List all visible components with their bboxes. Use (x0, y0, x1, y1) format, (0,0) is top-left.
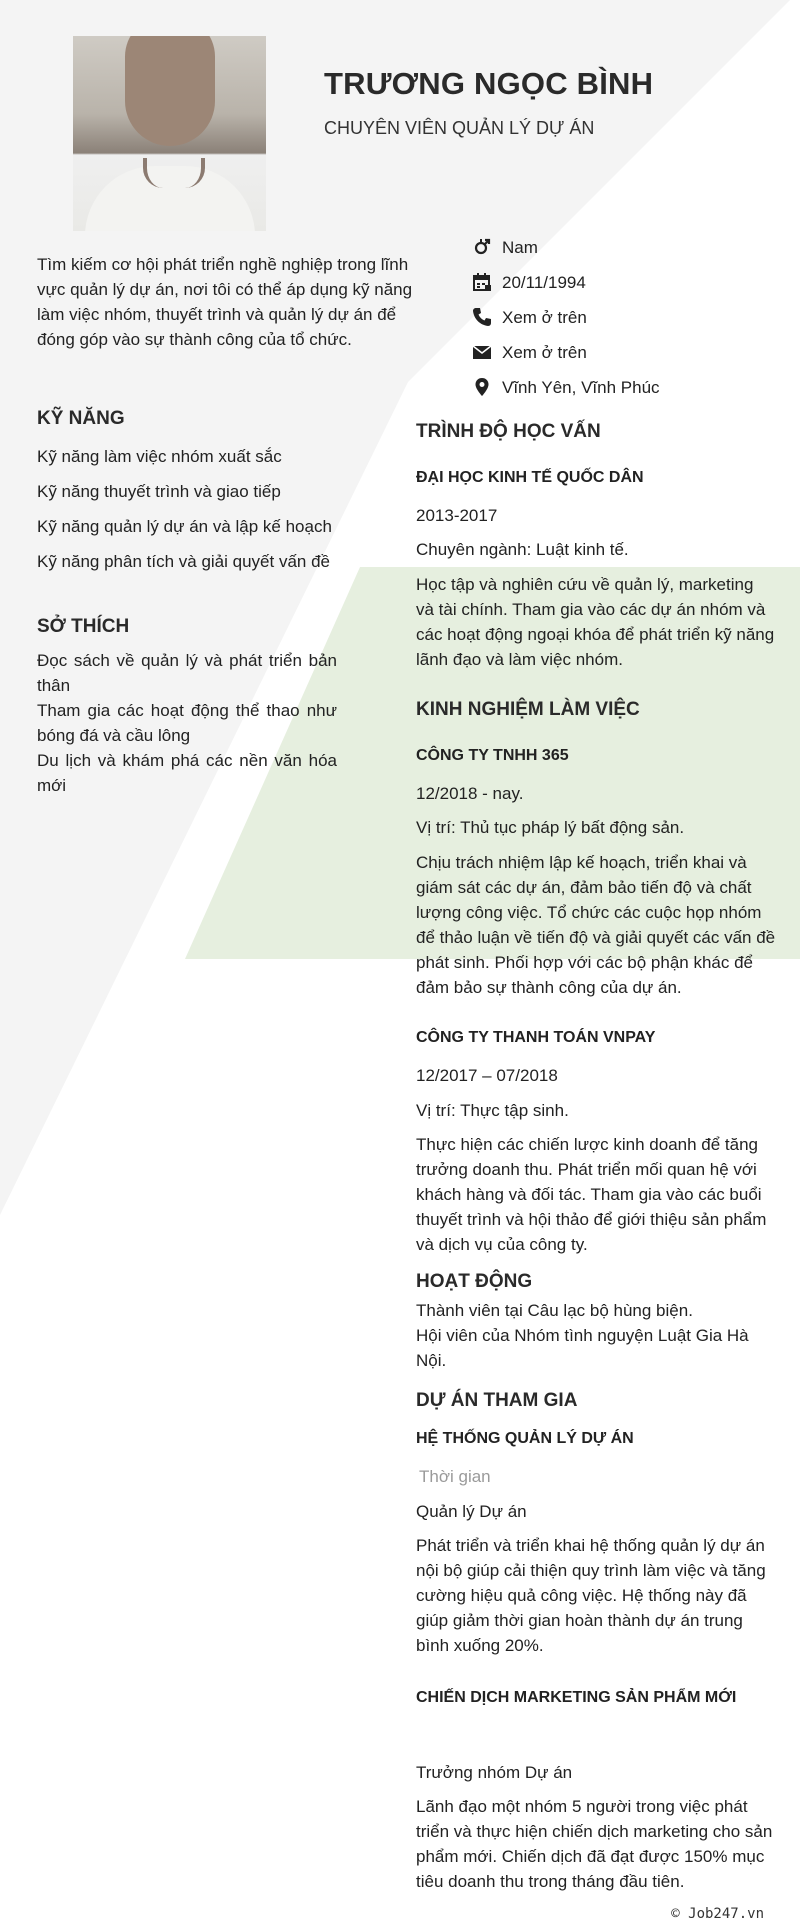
skill-item: Kỹ năng làm việc nhóm xuất sắc (37, 447, 282, 466)
hobbies-heading: SỞ THÍCH (37, 616, 130, 637)
contact-gender: Nam (472, 230, 792, 265)
activity-item: Thành viên tại Câu lạc bộ hùng biện. (416, 1301, 693, 1320)
job-position: Vị trí: Thực tập sinh. (416, 1101, 569, 1120)
phone-icon (472, 307, 494, 329)
job-period: 12/2018 - nay. (416, 784, 524, 803)
career-objective: Tìm kiếm cơ hội phát triển nghề nghiệp trong lĩnh vực quản lý dự án, nơi tôi có thể áp dụng kỹ năng làm việc nhóm, thuyết trình và quản lý dự án để đóng góp vào sự thành công của tổ chức. (37, 255, 413, 349)
job-description: Chịu trách nhiệm lập kế hoạch, triển khai và giám sát các dự án, đảm bảo tiến độ và chất lượng công việc. Tổ chức các cuộc họp nhóm để thảo luận về tiến độ và giải quyết các vấn đề phát sinh. Phối hợp với các bộ phận khác để đảm bảo sự thành công của dự án. (416, 853, 776, 997)
project-name: HỆ THỐNG QUẢN LÝ DỰ ÁN (416, 1430, 634, 1447)
education-heading: TRÌNH ĐỘ HỌC VẤN (416, 421, 601, 442)
project-role: Quản lý Dự án (416, 1502, 527, 1521)
project-name: CHIẾN DỊCH MARKETING SẢN PHẨM MỚI (416, 1689, 737, 1706)
full-name: TRƯƠNG NGỌC BÌNH (324, 66, 654, 101)
hobbies-section (37, 616, 337, 798)
job-company: CÔNG TY THANH TOÁN VNPAY (416, 1029, 656, 1046)
skill-item: Kỹ năng phân tích và giải quyết vấn đề (37, 552, 330, 571)
education-major: Chuyên ngành: Luật kinh tế. (416, 540, 629, 559)
profile-photo (73, 36, 266, 231)
activity-item: Hội viên của Nhóm tình nguyện Luật Gia Hà Nội. (416, 1326, 749, 1370)
job-description: Thực hiện các chiến lược kinh doanh để tăng trưởng doanh thu. Phát triển mối quan hệ với khách hàng và đối tác. Tham gia vào các buổi thuyết trình và hội thảo để giới thiệu sản phẩm và dịch vụ của công ty. (416, 1135, 767, 1254)
project-time: Thời gian (419, 1467, 491, 1486)
hobby-item: Tham gia các hoạt động thể thao như bóng đá và cầu lông (37, 701, 337, 745)
job-period: 12/2017 – 07/2018 (416, 1066, 558, 1085)
skills-heading: KỸ NĂNG (37, 408, 125, 429)
activities-heading: HOẠT ĐỘNG (416, 1271, 533, 1292)
education-description: Học tập và nghiên cứu về quản lý, marketing và tài chính. Tham gia vào các dự án nhóm và các hoạt động ngoại khóa để phát triển kỹ năng lãnh đạo và làm việc nhóm. (416, 575, 775, 669)
project-role: Trưởng nhóm Dự án (416, 1763, 573, 1782)
project-description: Phát triển và triển khai hệ thống quản lý dự án nội bộ giúp cải thiện quy trình làm việc và tăng cường hiệu quả công việc. Hệ thống này đã giúp giảm thời gian hoàn thành dự án trung bình xuống 20%. (416, 1536, 766, 1655)
envelope-icon (472, 342, 494, 364)
gender-icon (472, 237, 494, 259)
hobby-item: Đọc sách về quản lý và phát triển bản thân (37, 651, 337, 695)
hobby-item: Du lịch và khám phá các nền văn hóa mới (37, 751, 337, 795)
education-school: ĐẠI HỌC KINH TẾ QUỐC DÂN (416, 469, 644, 486)
projects-heading: DỰ ÁN THAM GIA (416, 1390, 578, 1411)
contact-list (472, 230, 792, 405)
contact-phone: Xem ở trên (472, 300, 792, 335)
skill-item: Kỹ năng quản lý dự án và lập kế hoạch (37, 517, 332, 536)
contact-birthday: 20/11/1994 (472, 265, 792, 300)
calendar-icon (472, 272, 494, 294)
education-period: 2013-2017 (416, 506, 498, 525)
location-pin-icon (472, 377, 494, 399)
job-company: CÔNG TY TNHH 365 (416, 747, 569, 764)
project-description: Lãnh đạo một nhóm 5 người trong việc phát triển và thực hiện chiến dịch marketing cho sản phẩm mới. Chiến dịch đã đạt được 150% mục tiêu doanh thu trong tháng đầu tiên. (416, 1797, 773, 1891)
contact-address: Vĩnh Yên, Vĩnh Phúc (472, 370, 792, 405)
experience-heading: KINH NGHIỆM LÀM VIỆC (416, 699, 640, 720)
contact-email: Xem ở trên (472, 335, 792, 370)
skills-section (37, 408, 367, 584)
job-title: CHUYÊN VIÊN QUẢN LÝ DỰ ÁN (324, 118, 595, 138)
footer-brand: © Job247.vn (671, 1906, 764, 1922)
job-position: Vị trí: Thủ tục pháp lý bất động sản. (416, 818, 685, 837)
skill-item: Kỹ năng thuyết trình và giao tiếp (37, 482, 281, 501)
